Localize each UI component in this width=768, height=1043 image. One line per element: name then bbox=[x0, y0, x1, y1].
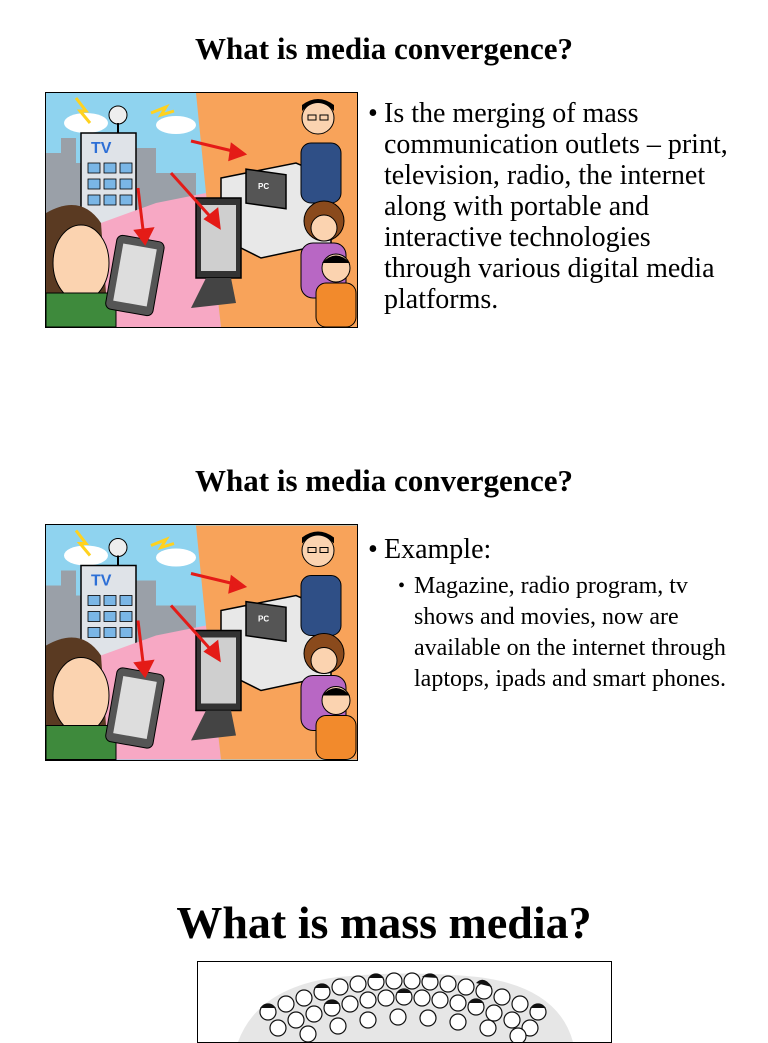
slide-title: What is mass media? bbox=[176, 897, 592, 948]
bullet-marker: • bbox=[368, 534, 378, 565]
media-convergence-illustration bbox=[45, 92, 358, 328]
bullet-marker: • bbox=[368, 98, 378, 129]
crowd-illustration bbox=[197, 961, 612, 1043]
slide-title: What is media convergence? bbox=[195, 31, 573, 66]
tv-label: TV bbox=[91, 140, 112, 157]
pc-label: PC bbox=[258, 614, 270, 624]
bullet-text: Is the merging of mass communication outlets – print, television, radio, the internet along with portable and interactive technologies through various digital media platforms. bbox=[384, 98, 728, 315]
bullet-text: Example: bbox=[384, 534, 492, 565]
sub-bullet-item bbox=[398, 571, 738, 695]
slide-title: What is media convergence? bbox=[195, 463, 573, 498]
media-convergence-illustration bbox=[45, 524, 358, 761]
pc-label: PC bbox=[258, 182, 270, 191]
bullet-item bbox=[368, 534, 738, 565]
bullet-marker: • bbox=[398, 575, 406, 597]
bullet-item bbox=[368, 98, 738, 315]
sub-bullet-text: Magazine, radio program, tv shows and movies, now are available on the internet through laptops, ipads and smart phones. bbox=[414, 573, 726, 692]
tv-label: TV bbox=[91, 572, 112, 590]
